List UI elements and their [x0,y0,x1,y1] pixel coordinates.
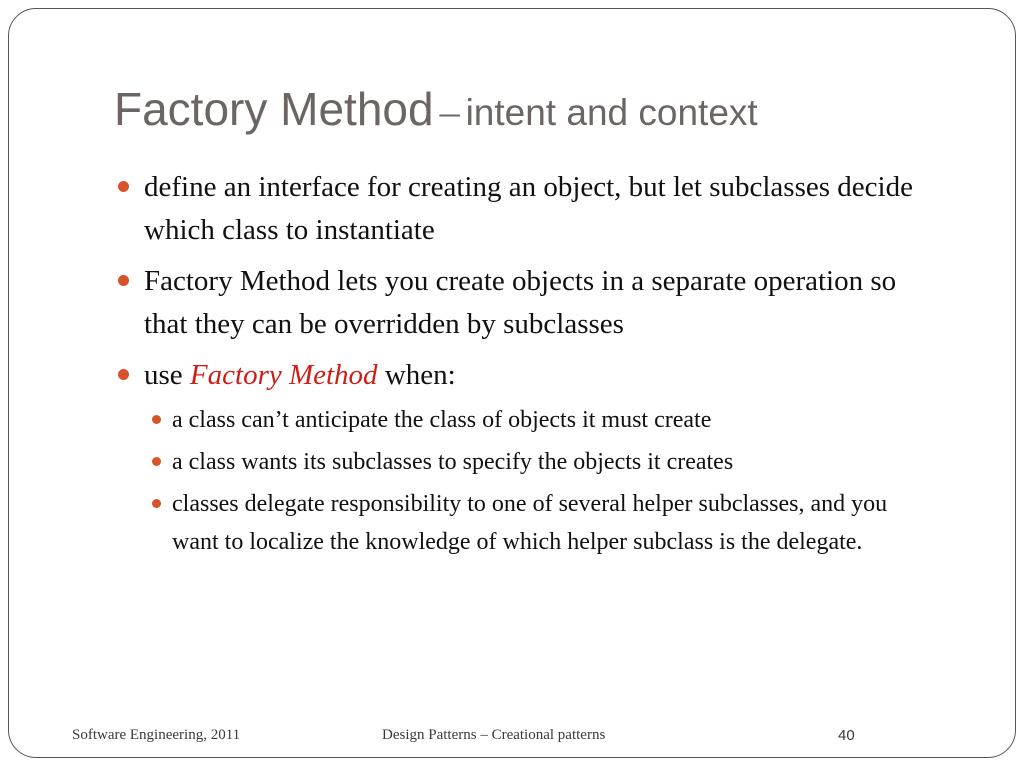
sub-bullet-dot-icon [152,457,161,466]
bullet-item-use [118,354,938,561]
sub-bullet-item [143,485,938,561]
title-dash: – [439,89,460,134]
bullet-dot-icon [118,369,129,380]
sub-bullet-list [144,401,938,561]
use-prefix: use [144,359,183,391]
footer-topic: Design Patterns – Creational patterns [382,727,606,743]
bullet-list [118,166,938,569]
sub-bullet-text: a class wants its subclasses to specify the objects it creates [172,449,734,475]
page-number: 40 [838,727,855,744]
sub-bullet-item [143,401,938,439]
bullet-item [118,260,938,346]
bullet-dot-icon [118,181,129,192]
sub-bullet-text: a class can’t anticipate the class of objects it must create [172,407,712,433]
sub-bullet-dot-icon [152,415,161,424]
bullet-text: Factory Method lets you create objects in a separate operation so that they can be overridden by subclasses [144,265,897,340]
use-suffix: when: [384,359,456,391]
bullet-text: define an interface for creating an object, but let subclasses decide which class to instantiate [144,171,913,246]
bullet-item [118,166,938,252]
footer-course: Software Engineering, 2011 [72,727,241,743]
sub-bullet-text: classes delegate responsibility to one of several helper subclasses, and you want to localize the knowledge of which helper subclass is the delegate. [172,491,888,555]
slide-title [114,83,758,135]
title-subtitle: intent and context [465,92,758,133]
bullet-dot-icon [118,275,129,286]
sub-bullet-item [143,443,938,481]
factory-method-emphasis: Factory Method [189,359,378,391]
sub-bullet-dot-icon [152,499,161,508]
title-main: Factory Method [114,83,434,135]
